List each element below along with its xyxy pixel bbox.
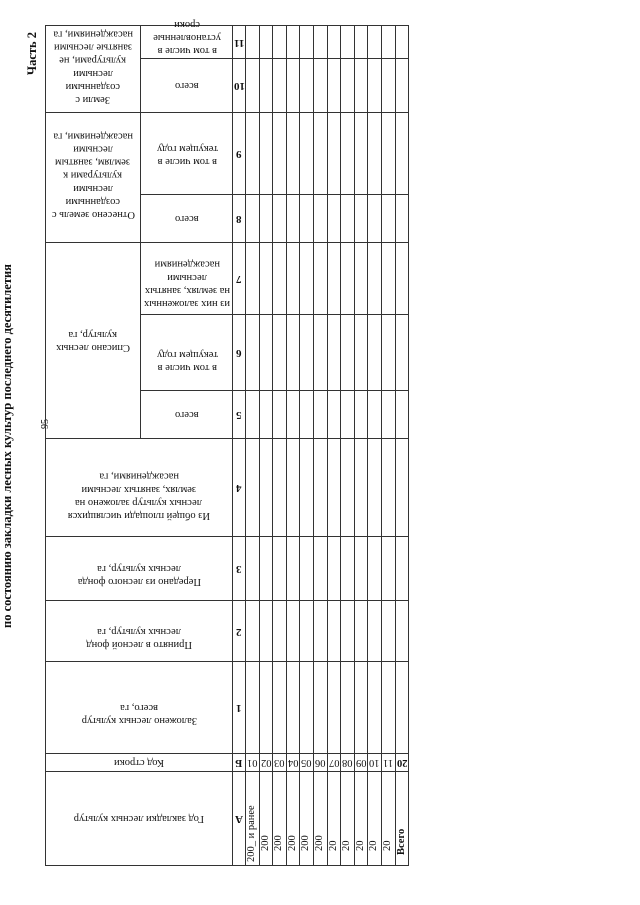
value-cell[interactable] [368, 112, 382, 194]
row-code: 11 [381, 754, 395, 772]
value-cell[interactable] [341, 58, 355, 112]
value-cell[interactable] [368, 662, 382, 754]
value-cell[interactable] [273, 439, 287, 537]
col-number: 9 [233, 112, 246, 194]
header-wo-among: из них заложенных на землях, занятых лесными насаждениями [141, 242, 233, 314]
row-code: 20 [395, 754, 409, 772]
row-year: 200 [286, 772, 300, 866]
row-year: 200_ и ранее [246, 772, 260, 866]
value-cell[interactable] [273, 662, 287, 754]
value-cell[interactable] [300, 439, 314, 537]
data-table [45, 18, 409, 866]
value-cell[interactable] [273, 601, 287, 662]
value-cell[interactable] [354, 112, 368, 194]
header-wo-total: всего [141, 391, 233, 439]
table-row [286, 25, 300, 865]
value-cell[interactable] [368, 58, 382, 112]
value-cell[interactable] [327, 25, 341, 58]
value-cell[interactable] [300, 58, 314, 112]
value-cell[interactable] [341, 112, 355, 194]
value-cell[interactable] [341, 391, 355, 439]
value-cell[interactable] [246, 601, 260, 662]
value-cell[interactable] [246, 537, 260, 601]
col-number: 7 [233, 242, 246, 314]
value-cell[interactable] [368, 601, 382, 662]
value-cell[interactable] [286, 112, 300, 194]
value-cell[interactable] [354, 315, 368, 391]
value-cell[interactable] [300, 662, 314, 754]
col-number: 2 [233, 601, 246, 662]
value-cell[interactable] [286, 391, 300, 439]
row-year: 20 [381, 772, 395, 866]
value-cell[interactable] [273, 58, 287, 112]
value-cell[interactable] [381, 662, 395, 754]
col-number: 10 [233, 58, 246, 112]
value-cell[interactable] [354, 439, 368, 537]
value-cell[interactable] [286, 537, 300, 601]
value-cell[interactable] [354, 25, 368, 58]
value-cell[interactable] [395, 58, 409, 112]
row-code: 01 [246, 754, 260, 772]
value-cell[interactable] [259, 391, 273, 439]
value-cell[interactable] [313, 58, 327, 112]
value-cell[interactable] [286, 242, 300, 314]
row-year: 200 [313, 772, 327, 866]
value-cell[interactable] [354, 391, 368, 439]
value-cell[interactable] [246, 439, 260, 537]
header-code: Код строки [46, 754, 233, 772]
value-cell[interactable] [381, 25, 395, 58]
value-cell[interactable] [395, 537, 409, 601]
value-cell[interactable] [395, 112, 409, 194]
value-cell[interactable] [300, 194, 314, 242]
value-cell[interactable] [381, 315, 395, 391]
table-row [341, 25, 355, 865]
row-year: 20 [341, 772, 355, 866]
value-cell[interactable] [341, 25, 355, 58]
value-cell[interactable] [368, 439, 382, 537]
value-cell[interactable] [354, 242, 368, 314]
value-cell[interactable] [381, 58, 395, 112]
value-cell[interactable] [381, 112, 395, 194]
row-year: 20 [327, 772, 341, 866]
value-cell[interactable] [273, 25, 287, 58]
value-cell[interactable] [395, 391, 409, 439]
col-number: А [233, 772, 246, 866]
value-cell[interactable] [246, 242, 260, 314]
value-cell[interactable] [395, 25, 409, 58]
value-cell[interactable] [273, 242, 287, 314]
row-code: 07 [327, 754, 341, 772]
value-cell[interactable] [286, 662, 300, 754]
value-cell[interactable] [313, 194, 327, 242]
value-cell[interactable] [259, 58, 273, 112]
value-cell[interactable] [273, 315, 287, 391]
value-cell[interactable] [368, 391, 382, 439]
header-re-total: всего [141, 194, 233, 242]
value-cell[interactable] [273, 112, 287, 194]
value-cell[interactable] [341, 242, 355, 314]
header-transferred: Передано из лесного фонда лесных культур, га [46, 537, 233, 601]
value-cell[interactable] [381, 391, 395, 439]
value-cell[interactable] [381, 537, 395, 601]
value-cell[interactable] [395, 194, 409, 242]
value-cell[interactable] [341, 601, 355, 662]
value-cell[interactable] [327, 537, 341, 601]
value-cell[interactable] [273, 194, 287, 242]
row-year: 20 [368, 772, 382, 866]
page-number: 95 [40, 419, 51, 429]
row-year: 200 [259, 772, 273, 866]
row-code: 08 [341, 754, 355, 772]
value-cell[interactable] [341, 537, 355, 601]
value-cell[interactable] [286, 194, 300, 242]
row-year: Всего [395, 772, 409, 866]
value-cell[interactable] [286, 601, 300, 662]
value-cell[interactable] [354, 662, 368, 754]
value-cell[interactable] [395, 601, 409, 662]
value-cell[interactable] [246, 391, 260, 439]
col-number: Б [233, 754, 246, 772]
header-planted: Заложено лесных культур всего, га [46, 662, 233, 754]
value-cell[interactable] [259, 242, 273, 314]
value-cell[interactable] [300, 601, 314, 662]
col-number: 6 [233, 315, 246, 391]
value-cell[interactable] [381, 439, 395, 537]
col-number: 3 [233, 537, 246, 601]
value-cell[interactable] [259, 537, 273, 601]
value-cell[interactable] [327, 242, 341, 314]
value-cell[interactable] [246, 112, 260, 194]
table-row [354, 25, 368, 865]
header-from-total: Из общей площади числящихся лесных культур заложено на землях, занятых лесными насаждениями, га [46, 439, 233, 537]
value-cell[interactable] [327, 439, 341, 537]
value-cell[interactable] [313, 25, 327, 58]
value-cell[interactable] [259, 601, 273, 662]
table-row [259, 25, 273, 865]
value-cell[interactable] [259, 315, 273, 391]
header-reassigned: Отнесено земель с созданными лесными культурами к землям, занятым лесными насаждениями, га [46, 112, 141, 242]
rotated-form [0, 18, 416, 866]
value-cell[interactable] [259, 439, 273, 537]
table-row [381, 25, 395, 865]
value-cell[interactable] [313, 537, 327, 601]
value-cell[interactable] [300, 25, 314, 58]
value-cell[interactable] [313, 391, 327, 439]
value-cell[interactable] [341, 194, 355, 242]
row-code: 02 [259, 754, 273, 772]
value-cell[interactable] [327, 315, 341, 391]
value-cell[interactable] [368, 25, 382, 58]
value-cell[interactable] [246, 25, 260, 58]
column-number-row [233, 25, 246, 865]
header-written-off: Списано лесных культур, га [46, 242, 141, 438]
col-number: 11 [233, 25, 246, 58]
value-cell[interactable] [395, 242, 409, 314]
value-cell[interactable] [354, 58, 368, 112]
header-remaining: Земли с созданными лесными культурами, не занятые лесными насаждениями, га [46, 25, 141, 112]
value-cell[interactable] [341, 662, 355, 754]
table-row [300, 25, 314, 865]
value-cell[interactable] [354, 537, 368, 601]
row-year: 200 [273, 772, 287, 866]
value-cell[interactable] [354, 194, 368, 242]
value-cell[interactable] [300, 315, 314, 391]
col-number: 5 [233, 391, 246, 439]
value-cell[interactable] [246, 58, 260, 112]
value-cell[interactable] [368, 242, 382, 314]
table-row [327, 25, 341, 865]
row-year: 200 [300, 772, 314, 866]
table-row [246, 25, 260, 865]
value-cell[interactable] [354, 601, 368, 662]
value-cell[interactable] [327, 58, 341, 112]
value-cell[interactable] [368, 194, 382, 242]
value-cell[interactable] [259, 25, 273, 58]
value-cell[interactable] [259, 112, 273, 194]
value-cell[interactable] [341, 439, 355, 537]
value-cell[interactable] [246, 315, 260, 391]
value-cell[interactable] [300, 391, 314, 439]
value-cell[interactable] [327, 194, 341, 242]
value-cell[interactable] [327, 662, 341, 754]
header-re-current: в том числе в текущем году [141, 112, 233, 194]
value-cell[interactable] [368, 537, 382, 601]
value-cell[interactable] [313, 242, 327, 314]
value-cell[interactable] [341, 315, 355, 391]
value-cell[interactable] [368, 315, 382, 391]
value-cell[interactable] [286, 58, 300, 112]
value-cell[interactable] [273, 391, 287, 439]
value-cell[interactable] [259, 194, 273, 242]
header-accepted: Принято в лесной фонд лесных культур, га [46, 601, 233, 662]
value-cell[interactable] [395, 439, 409, 537]
value-cell[interactable] [327, 601, 341, 662]
row-code: 03 [273, 754, 287, 772]
value-cell[interactable] [313, 439, 327, 537]
table-row [368, 25, 382, 865]
value-cell[interactable] [327, 112, 341, 194]
table-row [313, 25, 327, 865]
table-row [273, 25, 287, 865]
value-cell[interactable] [259, 662, 273, 754]
row-code: 09 [354, 754, 368, 772]
value-cell[interactable] [300, 242, 314, 314]
value-cell[interactable] [381, 242, 395, 314]
row-year: 20 [354, 772, 368, 866]
section-subtitle: по состоянию закладки лесных культур последнего десятилетия [0, 264, 14, 628]
value-cell[interactable] [313, 315, 327, 391]
table-row [395, 25, 409, 865]
col-number: 4 [233, 439, 246, 537]
col-number: 8 [233, 194, 246, 242]
row-code: 06 [313, 754, 327, 772]
value-cell[interactable] [300, 537, 314, 601]
value-cell[interactable] [327, 391, 341, 439]
value-cell[interactable] [381, 194, 395, 242]
header-rem-total: всего [141, 58, 233, 112]
value-cell[interactable] [286, 25, 300, 58]
col-number: 1 [233, 662, 246, 754]
value-cell[interactable] [246, 194, 260, 242]
value-cell[interactable] [395, 315, 409, 391]
value-cell[interactable] [246, 662, 260, 754]
header-wo-current: в том числе в текущем году [141, 315, 233, 391]
value-cell[interactable] [300, 112, 314, 194]
row-code: 05 [300, 754, 314, 772]
value-cell[interactable] [286, 315, 300, 391]
header-year: Год закладки лесных культур [46, 772, 233, 866]
row-code: 10 [368, 754, 382, 772]
row-code: 04 [286, 754, 300, 772]
value-cell[interactable] [273, 537, 287, 601]
value-cell[interactable] [313, 601, 327, 662]
header-rem-inset: в том числе в установленные сроки [141, 25, 233, 58]
value-cell[interactable] [381, 601, 395, 662]
value-cell[interactable] [286, 439, 300, 537]
value-cell[interactable] [395, 662, 409, 754]
value-cell[interactable] [313, 662, 327, 754]
part-label: Часть 2 [25, 32, 39, 76]
value-cell[interactable] [313, 112, 327, 194]
